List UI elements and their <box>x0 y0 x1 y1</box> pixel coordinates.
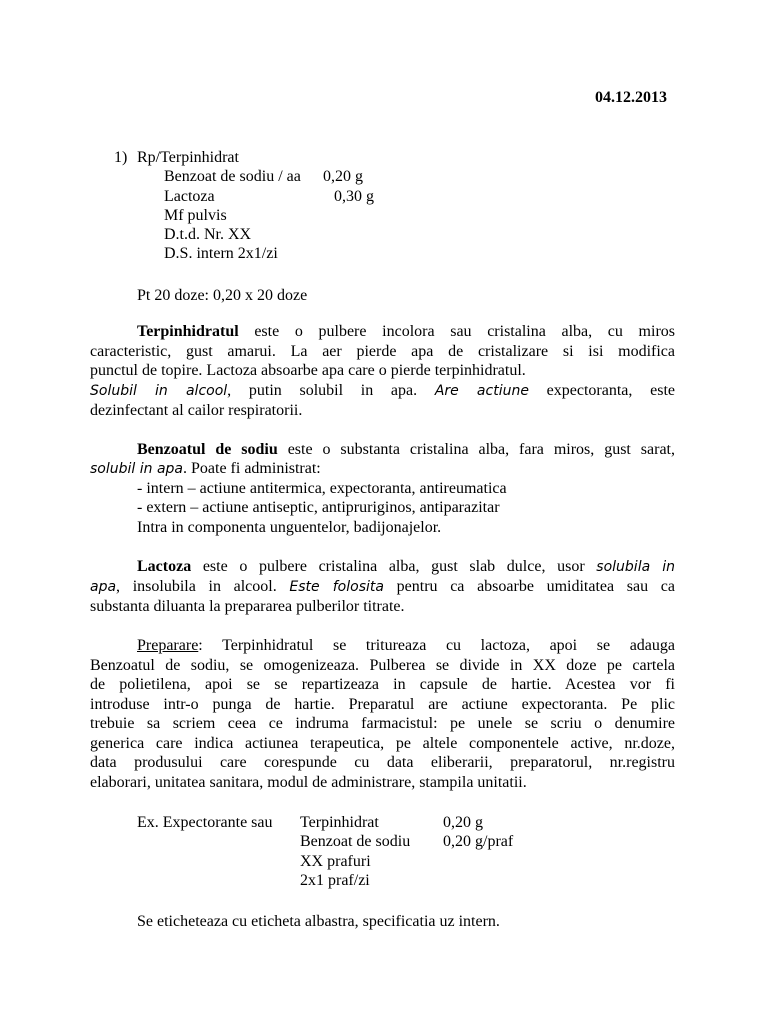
benz-line-3: Intra in componenta unguentelor, badijonajelor. <box>137 519 442 536</box>
rx-line-6: D.S. intern 2x1/zi <box>164 245 278 262</box>
dose-calculation: Pt 20 doze: 0,20 x 20 doze <box>137 287 308 304</box>
rx-line-5: D.t.d. Nr. XX <box>164 226 252 243</box>
example-row-2-qty: 0,20 g/praf <box>443 833 514 850</box>
prep-heading: Preparare <box>137 637 199 654</box>
benz-line-2 <box>90 459 321 479</box>
terp-line-2: caracteristic, gust amarui. La aer pierde apa de cristalizare si isi modifica <box>90 343 675 360</box>
terp-line-1 <box>90 322 675 341</box>
prep-line-2: Benzoatul de sodiu, se omogenizeaza. Pulberea se divide in XX doze pe cartela <box>90 657 675 674</box>
terp-text-1: este o pulbere incolora sau cristalina alba, cu miros <box>238 323 675 340</box>
benz-term: Benzoatul de sodiu <box>137 441 278 458</box>
lact-text-1a: este o pulbere cristalina alba, gust slab dulce, usor <box>191 558 585 575</box>
terp-line-5: dezinfectant al cailor respiratorii. <box>90 402 303 419</box>
lact-solubility: solubila in <box>596 559 676 575</box>
rx-line-4: Mf pulvis <box>164 207 227 224</box>
benz-line-1 <box>90 440 675 459</box>
benz-bullet-intern: - intern – actiune antitermica, expectoranta, antireumatica <box>137 480 507 497</box>
terp-action: Are actiune <box>434 383 529 399</box>
lact-line-1 <box>90 557 675 577</box>
rx-line-1: Rp/Terpinhidrat <box>137 149 239 166</box>
final-note: Se eticheteaza cu eticheta albastra, specificatia uz intern. <box>137 913 500 930</box>
prep-line-1 <box>90 636 675 655</box>
prep-text-1: : Terpinhidratul se tritureaza cu lactoza, apoi se adauga <box>198 637 675 654</box>
prep-line-4: introduse intr-o punga de hartie. Preparatul are actiune expectoranta. Pe plic <box>90 696 675 713</box>
lact-usage: Este folosita <box>289 579 384 595</box>
rx-number: 1) <box>114 149 128 166</box>
benz-text-2b: . Poate fi administrat: <box>183 460 321 477</box>
example-row-2-name: Benzoat de sodiu <box>300 833 411 850</box>
rx-line-2-name: Benzoat de sodiu / aa <box>164 168 301 185</box>
benz-text-1: este o substanta cristalina alba, fara miros, gust sarat, <box>277 441 676 458</box>
terp-line-3: punctul de topire. Lactoza absoarbe apa care o pierde terpinhidratul. <box>90 362 526 379</box>
lact-line-2 <box>90 577 675 597</box>
rx-line-3-qty: 0,30 g <box>334 188 374 205</box>
lact-water: apa <box>90 579 117 595</box>
rx-line-2-qty: 0,20 g <box>323 168 363 185</box>
example-lead: Ex. Expectorante sau <box>137 814 273 831</box>
terp-line-4 <box>90 381 675 401</box>
prep-line-7: data produsului care corespunde cu data eliberarii, preparatorul, nr.registru <box>90 754 675 771</box>
terp-text-4b: , putin solubil in apa. <box>227 382 418 399</box>
terp-text-4d: expectoranta, este <box>546 382 675 399</box>
rx-line-3-name: Lactoza <box>164 188 215 205</box>
prep-line-6: generica care indica actiunea terapeutica, pe altele componentele active, nr.doze, <box>90 735 675 752</box>
document-date: 04.12.2013 <box>595 89 667 106</box>
lact-text-2d: pentru ca absoarbe umiditatea sau ca <box>396 578 675 595</box>
benz-solubility: solubil in apa <box>90 461 183 477</box>
prep-line-8: elaborari, unitatea sanitara, modul de administrare, stampila unitatii. <box>90 774 527 791</box>
lact-term: Lactoza <box>137 558 192 575</box>
benz-bullet-extern: - extern – actiune antiseptic, antipruriginos, antiparazitar <box>137 499 500 516</box>
lact-line-3: substanta diluanta la prepararea pulberilor titrate. <box>90 598 405 615</box>
example-row-1-qty: 0,20 g <box>443 814 483 831</box>
terp-solubility: Solubil in alcool <box>90 383 228 399</box>
example-row-1-name: Terpinhidrat <box>300 814 379 831</box>
lact-text-2b: , insolubila in alcool. <box>116 578 277 595</box>
example-row-4: 2x1 praf/zi <box>300 872 370 889</box>
prep-line-5: trebuie sa scriem ceea ce indruma farmacistul: pe unele se scriu o denumire <box>90 715 675 732</box>
terp-term: Terpinhidratul <box>137 323 239 340</box>
example-row-3: XX prafuri <box>300 853 371 870</box>
prep-line-3: de polietilena, apoi se se repartizeaza in capsule de hartie. Acestea vor fi <box>90 676 675 693</box>
